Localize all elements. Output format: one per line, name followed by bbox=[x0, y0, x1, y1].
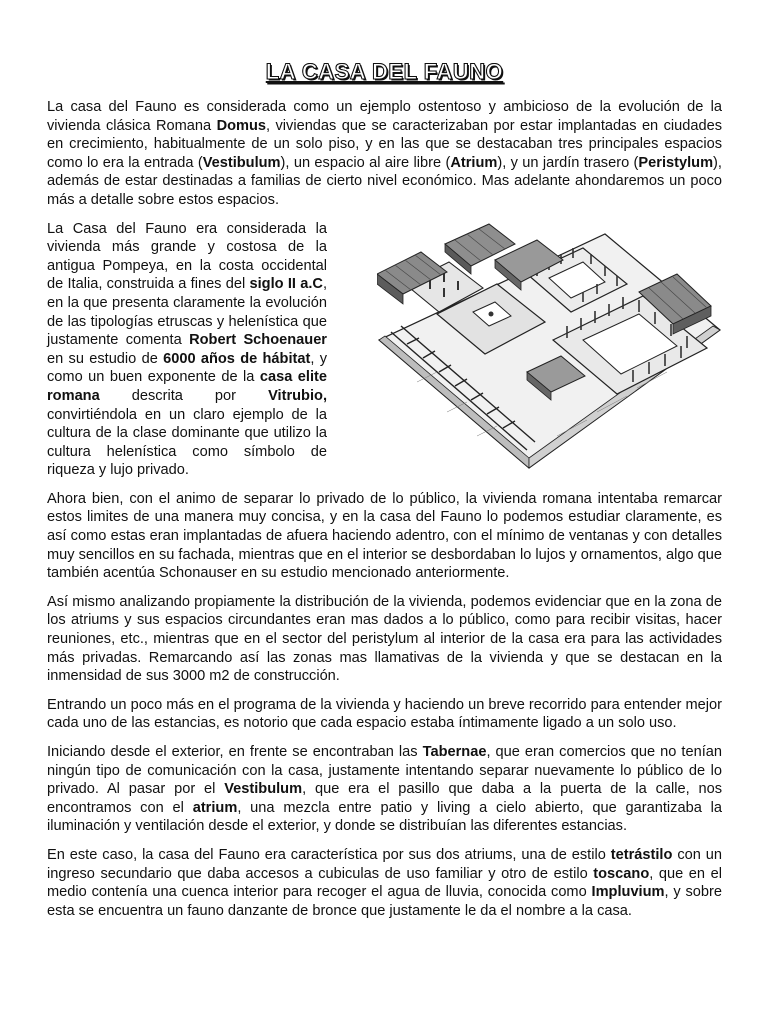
bold-term: casa elite romana bbox=[47, 369, 327, 404]
document-page bbox=[47, 58, 722, 930]
text-run: ), y un jardín trasero ( bbox=[497, 154, 639, 171]
text-run: con un ingreso secundario que daba accesos a cubiculas de uso familiar y otro de estilo bbox=[47, 846, 723, 882]
paragraph-intro bbox=[47, 98, 722, 210]
paragraph-program bbox=[47, 696, 722, 733]
bold-term: Vitrubio, bbox=[268, 387, 327, 404]
bold-term: toscano bbox=[593, 865, 650, 882]
text-run: La Casa del Fauno era considerada la vivienda más grande y costosa de la antigua Pompeya, en la costa occidental de Italia, construida a fines del bbox=[47, 220, 327, 293]
text-run: ), además de estar destinadas a familias de cierto nivel económico. Mas adelante ahondaremos un poco más a detalle sobre estos espacios. bbox=[47, 154, 722, 208]
text-run: La casa del Fauno es considerada como un ejemplo ostentoso y ambicioso de la evolución de la vivienda clásica Romana bbox=[47, 99, 722, 134]
bold-term: Impluvium bbox=[591, 884, 665, 901]
paragraph-public-private bbox=[47, 490, 722, 583]
bold-term: Peristylum bbox=[638, 154, 714, 171]
bold-term: siglo II a.C bbox=[249, 276, 323, 293]
paragraph-description bbox=[47, 220, 327, 480]
text-run: , que eran comercios que no tenían ningún tipo de comunicación con la casa, justamente intentando separar nuevamente lo público de lo privado. Al pasar por el bbox=[47, 744, 722, 798]
intro-split-section bbox=[47, 220, 722, 480]
text-run: En este caso, la casa del Fauno era característica por sus dos atriums, una de estilo bbox=[47, 846, 611, 863]
bold-term: Tabernae bbox=[422, 744, 487, 760]
text-run: en su estudio de bbox=[47, 350, 164, 367]
page-title: LA CASA DEL FAUNO bbox=[265, 59, 504, 84]
text-run: , que en el medio contenía una cuenca interior para recoger el agua de lluvia, conocida como bbox=[47, 865, 722, 901]
text-run: Ahora bien, con el animo de separar lo privado de lo público, la vivienda romana intentaba remarcar estos limites de una manera muy concisa, y en la casa del Fauno lo podemos estudiar claramente, es así como estas eran implantadas de afuera haciendo adentro, con el mínimo de ventanas y con detalles muy sencillos en su fachada, mientras que en el interior se desbordaban lo lujos y ornamentos, algo que también acentúa Schonauser en su estudio mencionado anteriormente. bbox=[47, 490, 722, 582]
text-run: Entrando un poco más en el programa de la vivienda y haciendo un breve recorrido para entender mejor cada uno de las estancias, es notorio que cada espacio estaba íntimamente ligado a un solo uso. bbox=[47, 696, 722, 732]
bold-term: Atrium bbox=[450, 154, 498, 171]
paragraph-distribution bbox=[47, 593, 722, 686]
bold-term: 6000 años de hábitat bbox=[163, 350, 311, 367]
text-run: descrita por bbox=[99, 387, 269, 404]
text-run: Iniciando desde el exterior, en frente se encontraban las bbox=[47, 744, 423, 760]
text-run: , y sobre esta se encuentra un fauno danzante de bronce que justamente le da el nombre a la casa. bbox=[47, 884, 723, 919]
text-run: Así mismo analizando propiamente la distribución de la vivienda, podemos evidenciar que en la zona de los atriums y sus espacios circundantes eran mas dados a lo público, como para recibir visitas, hacer reuniones, etc., mientras que en el sector del peristylum al interior de la casa era para las actividades más privadas. Remarcando así las zonas mas llamativas de la vivienda y que se destacan en la inmensidad de sus 3000 m2 de construcción. bbox=[47, 593, 722, 685]
text-run: , viviendas que se caracterizaban por estar implantadas en ciudades en crecimiento, habitualmente de un solo piso, y en las que se destacaban tres principales espacios como lo era la entrada ( bbox=[47, 117, 723, 171]
bold-term: Vestibulum bbox=[202, 154, 281, 171]
text-run: , en la que presenta claramente la evolución de las tipologías etruscas y helenística que justamente comenta bbox=[47, 276, 327, 349]
text-run: , y como un buen exponente de la bbox=[47, 350, 327, 386]
text-run: ), un espacio al aire libre ( bbox=[280, 154, 451, 171]
paragraph-tabernae bbox=[47, 743, 722, 836]
text-run: , una mezcla entre patio y living a cielo abierto, que garantizaba la iluminación y ventilación desde el exterior, y donde se distribuían las diferentes estancias. bbox=[47, 799, 722, 835]
bold-term: atrium bbox=[192, 799, 238, 816]
house-axonometric-illustration bbox=[377, 222, 722, 470]
text-run: convirtiéndola en un claro ejemplo de la cultura de la clase dominante que utilizo la cultura helenística como símbolo de riqueza y lujo privado. bbox=[47, 406, 327, 479]
bold-term: Vestibulum bbox=[224, 781, 303, 798]
text-run: , que era el pasillo que daba a la puerta de la calle, nos encontramos con el bbox=[47, 781, 722, 816]
bold-term: tetrástilo bbox=[610, 846, 673, 863]
paragraph-atriums bbox=[47, 846, 722, 920]
bold-term: Domus bbox=[216, 117, 267, 134]
bold-term: Robert Schoenauer bbox=[189, 332, 327, 349]
